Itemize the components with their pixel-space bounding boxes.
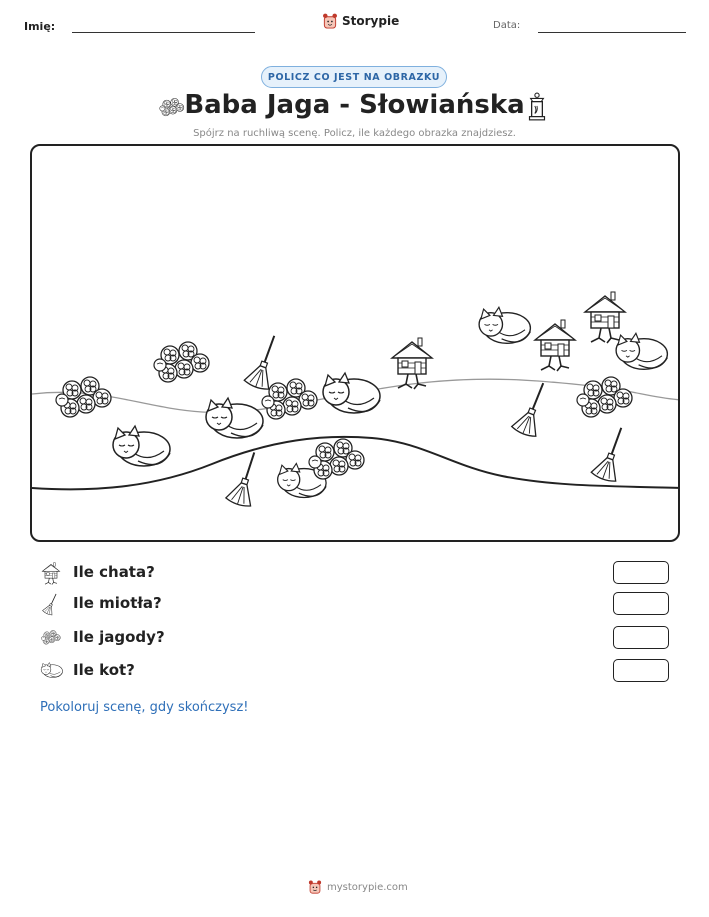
- berries-icon: [154, 342, 209, 382]
- hut-icon: [40, 561, 62, 585]
- answer-box[interactable]: [613, 561, 669, 584]
- broom-icon: [511, 378, 556, 438]
- answer-box[interactable]: [613, 626, 669, 649]
- scene-illustration: [32, 146, 680, 542]
- brand-name: Storypie: [342, 14, 400, 28]
- berries-icon: [262, 379, 317, 419]
- berries-icon: [309, 439, 364, 479]
- date-label: Data:: [493, 20, 521, 31]
- berries-icon: [577, 377, 632, 417]
- instruction-badge: POLICZ CO JEST NA OBRAZKU: [261, 66, 447, 88]
- page-title: Baba Jaga - Słowiańska: [184, 90, 525, 120]
- question-row: [40, 561, 670, 585]
- hut-icon: [392, 338, 432, 389]
- cat-icon: [616, 333, 667, 369]
- hut-icon: [535, 320, 575, 371]
- question-text: Ile kot?: [73, 661, 135, 679]
- berries-icon: [56, 377, 111, 417]
- question-row: [40, 659, 670, 683]
- name-label: Imię:: [24, 20, 56, 33]
- cat-icon: [40, 659, 64, 681]
- cat-icon: [323, 373, 380, 413]
- closing-instruction: Pokoloruj scenę, gdy skończysz!: [40, 700, 249, 715]
- question-row: [40, 592, 670, 616]
- hut-icon: [585, 292, 625, 343]
- footer: [308, 880, 408, 894]
- cat-icon: [479, 307, 530, 343]
- question-text: Ile miotła?: [73, 594, 162, 612]
- question-row: [40, 626, 670, 650]
- name-line[interactable]: [72, 32, 255, 33]
- broom-icon: [40, 592, 62, 616]
- answer-box[interactable]: [613, 592, 669, 615]
- date-line[interactable]: [538, 32, 686, 33]
- berries-icon: [40, 626, 62, 650]
- footer-url[interactable]: mystorypie.com: [327, 881, 408, 893]
- brand-logo: [322, 13, 399, 29]
- mascot-icon: [308, 880, 322, 894]
- lantern-icon: [526, 92, 548, 122]
- cat-icon: [206, 398, 263, 438]
- counting-scene: [30, 144, 680, 542]
- answer-box[interactable]: [613, 659, 669, 682]
- broom-icon: [243, 331, 286, 391]
- question-text: Ile chata?: [73, 563, 155, 581]
- page-subtitle: Spójrz na ruchliwą scenę. Policz, ile każdego obrazka znajdziesz.: [193, 128, 516, 139]
- question-text: Ile jagody?: [73, 628, 165, 646]
- broom-icon: [590, 423, 633, 483]
- mascot-icon: [322, 13, 338, 29]
- cat-icon: [113, 426, 170, 466]
